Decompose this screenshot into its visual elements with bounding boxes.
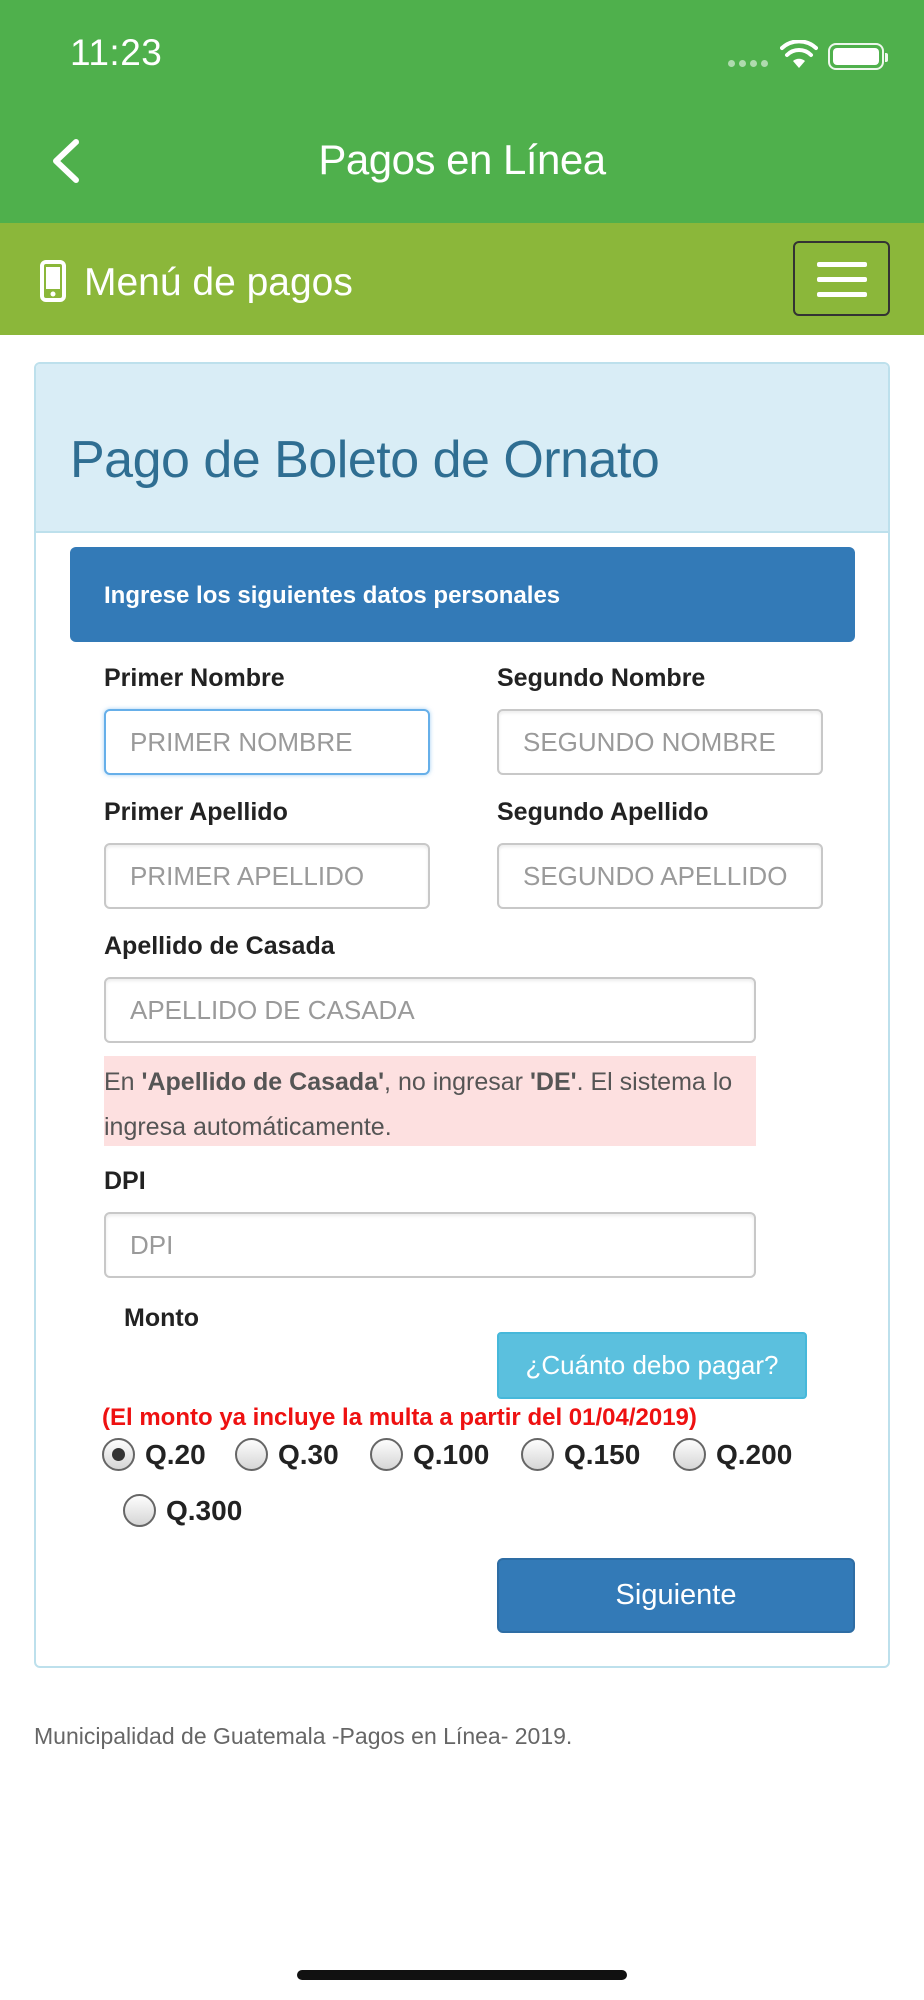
card-header: [36, 364, 888, 533]
apellido-casada-label: Apellido de Casada: [104, 932, 335, 960]
siguiente-button[interactable]: Siguiente: [497, 1558, 855, 1633]
status-time: 11:23: [70, 32, 163, 73]
radio-button[interactable]: [235, 1438, 268, 1471]
segundo-nombre-label: Segundo Nombre: [497, 664, 706, 692]
radio-q300[interactable]: [123, 1494, 242, 1527]
dpi-label: DPI: [104, 1167, 146, 1195]
warning-text: , no ingresar: [384, 1068, 530, 1096]
wifi-icon: [780, 40, 818, 70]
hamburger-menu-icon[interactable]: [793, 241, 890, 316]
cuanto-debo-pagar-button[interactable]: ¿Cuánto debo pagar?: [497, 1332, 807, 1399]
footer-text: Municipalidad de Guatemala -Pagos en Línea- 2019.: [34, 1723, 573, 1749]
primer-nombre-input[interactable]: [104, 709, 430, 775]
info-panel: [70, 547, 855, 642]
monto-label: Monto: [124, 1304, 199, 1332]
radio-button[interactable]: [673, 1438, 706, 1471]
info-text: Ingrese los siguientes datos personales: [104, 582, 561, 609]
radio-label: Q.150: [564, 1438, 641, 1470]
radio-q200[interactable]: [673, 1438, 792, 1471]
radio-button[interactable]: [102, 1438, 135, 1471]
cellular-signal-icon: [728, 60, 770, 68]
segundo-apellido-input[interactable]: [497, 843, 823, 909]
mobile-phone-icon: [40, 260, 66, 302]
radio-button[interactable]: [370, 1438, 403, 1471]
battery-icon: [828, 43, 884, 70]
radio-q20[interactable]: [102, 1438, 206, 1471]
app-title: Pagos en Línea: [318, 136, 606, 183]
payment-card: [34, 362, 890, 1668]
page-title: Pago de Boleto de Ornato: [70, 431, 660, 489]
radio-q100[interactable]: [370, 1438, 489, 1471]
radio-button[interactable]: [521, 1438, 554, 1471]
menu-bar: [0, 223, 924, 335]
warning-emphasis: 'Apellido de Casada': [141, 1068, 385, 1096]
primer-apellido-label: Primer Apellido: [104, 798, 288, 826]
radio-label: Q.20: [145, 1438, 206, 1470]
radio-label: Q.100: [413, 1438, 490, 1470]
apellido-casada-warning: [104, 1056, 756, 1146]
primer-nombre-label: Primer Nombre: [104, 664, 285, 692]
warning-text: En: [104, 1068, 142, 1096]
app-bar: [0, 0, 924, 223]
radio-button[interactable]: [123, 1494, 156, 1527]
dpi-input[interactable]: [104, 1212, 756, 1278]
radio-q30[interactable]: [235, 1438, 339, 1471]
radio-label: Q.300: [166, 1494, 243, 1526]
warning-text: . El sistema lo ingresa automáticamente.: [104, 1068, 733, 1141]
segundo-nombre-input[interactable]: [497, 709, 823, 775]
segundo-apellido-label: Segundo Apellido: [497, 798, 709, 826]
warning-emphasis: 'DE': [529, 1068, 577, 1096]
radio-q150[interactable]: [521, 1438, 640, 1471]
primer-apellido-input[interactable]: [104, 843, 430, 909]
menu-label[interactable]: Menú de pagos: [84, 261, 353, 304]
monto-note: (El monto ya incluye la multa a partir del 01/04/2019): [102, 1404, 697, 1431]
radio-label: Q.200: [716, 1438, 793, 1470]
radio-label: Q.30: [278, 1438, 339, 1470]
home-indicator[interactable]: [297, 1970, 627, 1980]
apellido-casada-input[interactable]: [104, 977, 756, 1043]
